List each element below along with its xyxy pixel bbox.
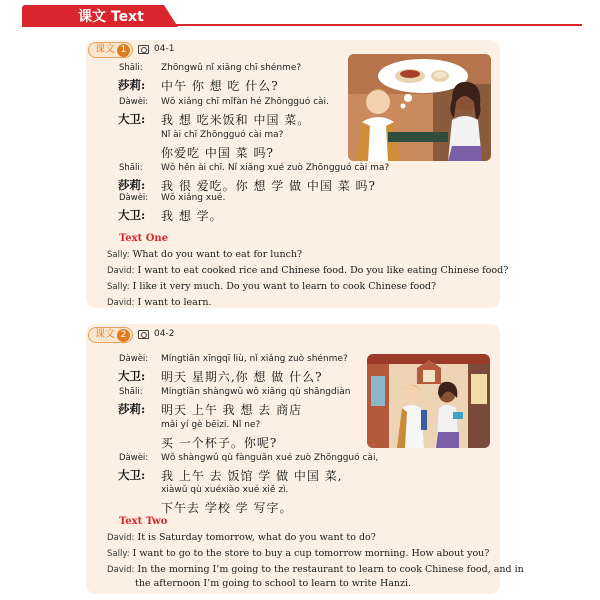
english-line	[107, 548, 489, 559]
speaker-hanzi: 莎莉:	[118, 402, 146, 416]
section-banner	[22, 5, 582, 29]
lesson-tag-label: 课文	[95, 329, 115, 340]
english-text: In the morning I’m going to the restaurant to learn to cook Chinese food, and in	[137, 564, 524, 575]
pinyin-line: xiàwǔ qù xuéxiào xué xiě zì.	[161, 485, 289, 495]
lesson-2-tag	[88, 327, 133, 343]
pinyin-line: mǎi yí gè bēizi. Nǐ ne?	[161, 420, 261, 430]
english-line	[107, 564, 524, 575]
english-text: I want to go to the store to buy a cup tomorrow morning. How about you?	[132, 548, 490, 559]
pinyin-line: Nǐ ài chī Zhōngguó cài ma?	[161, 130, 284, 140]
audio-icon[interactable]	[138, 330, 149, 339]
hanzi-line: 买 一个杯子。你呢?	[161, 436, 278, 450]
english-line	[107, 265, 508, 276]
english-speaker: Sally:	[107, 282, 130, 292]
street-scene-image	[367, 354, 490, 448]
pinyin-line: Wǒ shàngwǔ qù fànguǎn xué zuò Zhōngguó cài,	[161, 453, 379, 463]
speaker-pinyin: Dàwèi:	[119, 193, 149, 203]
hanzi-line: 明天 上午 我 想 去 商店	[161, 403, 303, 417]
english-speaker: Sally:	[107, 250, 130, 260]
hanzi-line: 我 想 吃米饭和 中国 菜。	[161, 113, 311, 127]
pinyin-line: Wǒ xiǎng chī mǐfàn hé Zhōngguó cài.	[161, 97, 329, 107]
lesson-1-tag	[88, 42, 133, 58]
pinyin-line: Wǒ hěn ài chī. Nǐ xiǎng xué zuò Zhōngguó cài ma?	[161, 163, 390, 173]
english-section-title: Text Two	[119, 516, 168, 527]
hanzi-line: 明天 星期六,你 想 做 什么?	[161, 370, 323, 384]
speaker-pinyin: Dàwèi:	[119, 354, 149, 364]
hanzi-line: 我 很 爱吃。你 想 学 做 中国 菜 吗?	[161, 179, 376, 193]
pinyin-line: Míngtiān xīngqī liù, nǐ xiǎng zuò shénme?	[161, 354, 348, 364]
hanzi-line: 中午 你 想 吃 什么?	[161, 79, 279, 93]
speaker-hanzi: 莎莉:	[118, 178, 146, 192]
audio-icon[interactable]	[138, 45, 149, 54]
hanzi-line: 下午去 学校 学 写字。	[161, 501, 293, 515]
lesson-tag-number: 2	[117, 329, 130, 342]
speaker-hanzi: 莎莉:	[118, 78, 146, 92]
hanzi-line: 我 想 学。	[161, 209, 223, 223]
lesson-1-illustration	[348, 54, 491, 161]
speaker-hanzi: 大卫:	[118, 468, 146, 482]
lesson-tag-label: 课文	[95, 44, 115, 55]
english-text: I want to learn.	[137, 297, 212, 308]
speaker-pinyin: Shāli:	[119, 163, 143, 173]
english-speaker: Sally:	[107, 549, 130, 559]
english-speaker: David:	[107, 298, 135, 308]
english-speaker: David:	[107, 266, 135, 276]
english-line	[107, 532, 376, 543]
speaker-hanzi: 大卫:	[118, 369, 146, 383]
hanzi-line: 我 上午 去 饭馆 学 做 中国 菜,	[161, 469, 343, 483]
english-line	[107, 297, 212, 308]
english-text: It is Saturday tomorrow, what do you want to do?	[137, 532, 376, 543]
lesson-tag-number: 1	[117, 44, 130, 57]
kitchen-scene-image	[348, 54, 491, 161]
audio-track-number: 04-1	[154, 44, 175, 54]
speaker-hanzi: 大卫:	[118, 208, 146, 222]
section-title: 课文 Text	[78, 9, 144, 25]
pinyin-line: Zhōngwǔ nǐ xiǎng chī shénme?	[161, 63, 302, 73]
speaker-pinyin: Dàwèi:	[119, 453, 149, 463]
english-section-title: Text One	[119, 233, 169, 244]
english-speaker: David:	[107, 565, 135, 575]
speaker-hanzi: 大卫:	[118, 112, 146, 126]
english-text: I like it very much. Do you want to learn to cook Chinese food?	[132, 281, 437, 292]
audio-track-number: 04-2	[154, 329, 175, 339]
speaker-pinyin: Dàwèi:	[119, 97, 149, 107]
english-text: I want to eat cooked rice and Chinese food. Do you like eating Chinese food?	[137, 265, 509, 276]
english-text: What do you want to eat for lunch?	[132, 249, 303, 260]
english-line	[135, 578, 411, 589]
english-text: the afternoon I’m going to school to learn to write Hanzi.	[135, 578, 412, 589]
english-line	[107, 249, 302, 260]
english-line	[107, 281, 436, 292]
hanzi-line: 你爱吃 中国 菜 吗?	[161, 146, 274, 160]
speaker-pinyin: Shāli:	[119, 63, 143, 73]
speaker-pinyin: Shāli:	[119, 387, 143, 397]
pinyin-line: Wǒ xiǎng xué.	[161, 193, 226, 203]
lesson-2-illustration	[367, 354, 490, 448]
pinyin-line: Míngtiān shàngwǔ wǒ xiǎng qù shāngdiàn	[161, 387, 351, 397]
english-speaker: David:	[107, 533, 135, 543]
